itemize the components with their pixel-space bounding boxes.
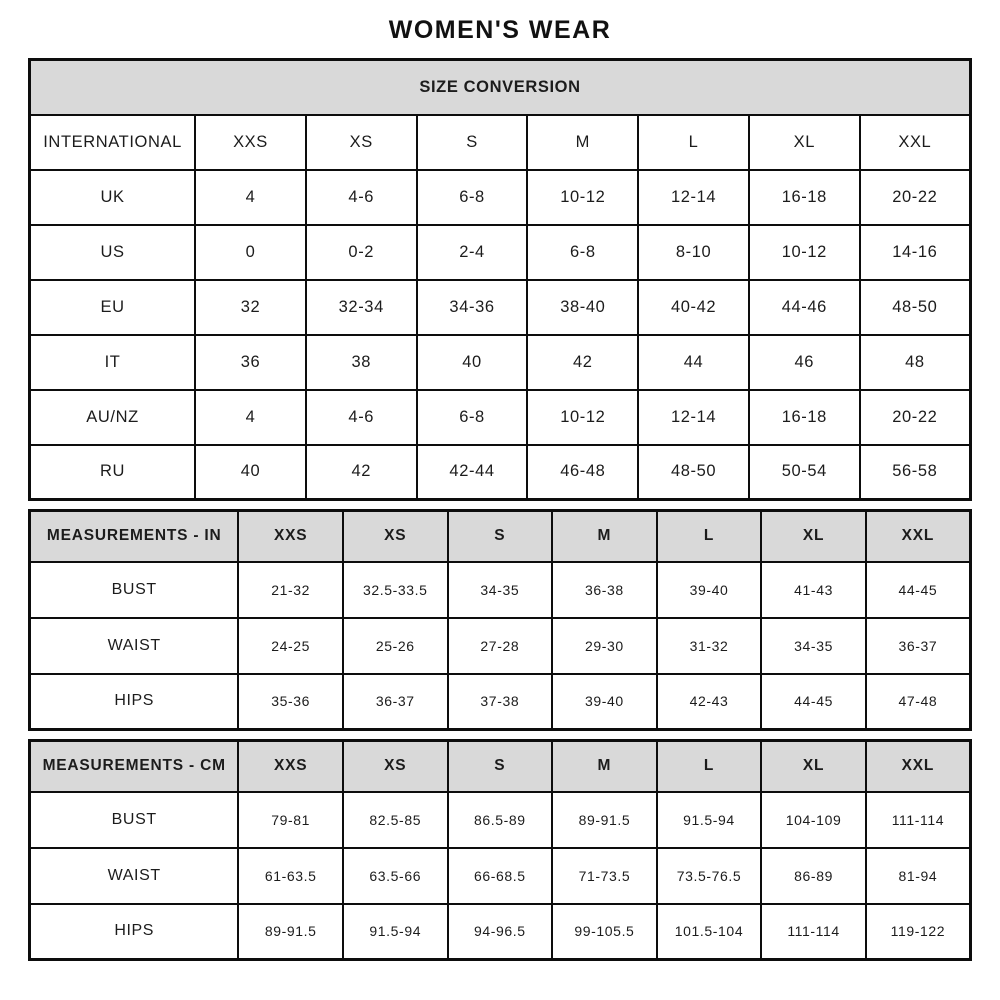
value-cell: 34-35 — [448, 562, 553, 618]
measurements-in-header-label: MEASUREMENTS - IN — [30, 511, 239, 562]
row-label-cell: HIPS — [30, 674, 239, 730]
measurements-in-table — [28, 509, 972, 731]
value-cell: 16-18 — [749, 390, 860, 445]
value-cell: 42-43 — [657, 674, 762, 730]
table-row — [30, 848, 971, 904]
measurements-cm-header-row — [30, 741, 971, 792]
value-cell: 14-16 — [860, 225, 971, 280]
value-cell: 39-40 — [552, 674, 657, 730]
value-cell: 66-68.5 — [448, 848, 553, 904]
measurements-cm-table — [28, 739, 972, 961]
table-row — [30, 904, 971, 960]
row-label-cell: RU — [30, 445, 196, 500]
row-label-cell: BUST — [30, 562, 239, 618]
value-cell: 63.5-66 — [343, 848, 448, 904]
value-cell: 89-91.5 — [238, 904, 343, 960]
value-cell: 10-12 — [527, 170, 638, 225]
value-cell: 0 — [195, 225, 306, 280]
value-cell: 81-94 — [866, 848, 971, 904]
value-cell: 10-12 — [527, 390, 638, 445]
value-cell: 4 — [195, 170, 306, 225]
measurements-in-header-row — [30, 511, 971, 562]
row-label-cell: WAIST — [30, 848, 239, 904]
value-cell: S — [417, 115, 528, 170]
value-cell: 34-36 — [417, 280, 528, 335]
value-cell: 24-25 — [238, 618, 343, 674]
value-cell: 91.5-94 — [343, 904, 448, 960]
value-cell: 6-8 — [417, 390, 528, 445]
row-label-cell: HIPS — [30, 904, 239, 960]
value-cell: 42-44 — [417, 445, 528, 500]
value-cell: 73.5-76.5 — [657, 848, 762, 904]
value-cell: 40-42 — [638, 280, 749, 335]
value-cell: 31-32 — [657, 618, 762, 674]
value-cell: XS — [306, 115, 417, 170]
value-cell: 40 — [417, 335, 528, 390]
value-cell: XXS — [195, 115, 306, 170]
size-header-cell: XXS — [238, 741, 343, 792]
value-cell: 47-48 — [866, 674, 971, 730]
value-cell: M — [527, 115, 638, 170]
size-header-cell: XS — [343, 741, 448, 792]
value-cell: 86.5-89 — [448, 792, 553, 848]
value-cell: 36-38 — [552, 562, 657, 618]
value-cell: 44-46 — [749, 280, 860, 335]
size-header-cell: M — [552, 741, 657, 792]
table-row — [30, 562, 971, 618]
value-cell: 44-45 — [866, 562, 971, 618]
table-row — [30, 792, 971, 848]
value-cell: 119-122 — [866, 904, 971, 960]
value-cell: 29-30 — [552, 618, 657, 674]
value-cell: 36-37 — [866, 618, 971, 674]
row-label-cell: EU — [30, 280, 196, 335]
value-cell: 101.5-104 — [657, 904, 762, 960]
size-header-cell: S — [448, 511, 553, 562]
value-cell: 4-6 — [306, 170, 417, 225]
value-cell: 27-28 — [448, 618, 553, 674]
value-cell: 20-22 — [860, 170, 971, 225]
size-header-cell: L — [657, 741, 762, 792]
value-cell: 41-43 — [761, 562, 866, 618]
value-cell: 32.5-33.5 — [343, 562, 448, 618]
value-cell: 50-54 — [749, 445, 860, 500]
value-cell: 4 — [195, 390, 306, 445]
size-header-cell: XS — [343, 511, 448, 562]
value-cell: 44-45 — [761, 674, 866, 730]
value-cell: 89-91.5 — [552, 792, 657, 848]
size-header-cell: L — [657, 511, 762, 562]
value-cell: 46 — [749, 335, 860, 390]
value-cell: 40 — [195, 445, 306, 500]
value-cell: 36 — [195, 335, 306, 390]
row-label-cell: INTERNATIONAL — [30, 115, 196, 170]
table-row — [30, 335, 971, 390]
size-header-cell: XL — [761, 511, 866, 562]
value-cell: 99-105.5 — [552, 904, 657, 960]
value-cell: 71-73.5 — [552, 848, 657, 904]
value-cell: 25-26 — [343, 618, 448, 674]
value-cell: 91.5-94 — [657, 792, 762, 848]
value-cell: 34-35 — [761, 618, 866, 674]
measurements-cm-header-label: MEASUREMENTS - CM — [30, 741, 239, 792]
value-cell: XL — [749, 115, 860, 170]
value-cell: 48-50 — [860, 280, 971, 335]
value-cell: 10-12 — [749, 225, 860, 280]
table-row — [30, 225, 971, 280]
value-cell: 79-81 — [238, 792, 343, 848]
size-conversion-banner: SIZE CONVERSION — [30, 60, 971, 115]
value-cell: 48-50 — [638, 445, 749, 500]
value-cell: 32-34 — [306, 280, 417, 335]
value-cell: 8-10 — [638, 225, 749, 280]
value-cell: 32 — [195, 280, 306, 335]
value-cell: 61-63.5 — [238, 848, 343, 904]
table-row — [30, 115, 971, 170]
value-cell: 44 — [638, 335, 749, 390]
value-cell: 20-22 — [860, 390, 971, 445]
value-cell: 12-14 — [638, 390, 749, 445]
table-row — [30, 618, 971, 674]
table-row — [30, 445, 971, 500]
size-header-cell: XXL — [866, 511, 971, 562]
value-cell: 38-40 — [527, 280, 638, 335]
size-header-cell: M — [552, 511, 657, 562]
row-label-cell: WAIST — [30, 618, 239, 674]
value-cell: 6-8 — [417, 170, 528, 225]
value-cell: 104-109 — [761, 792, 866, 848]
value-cell: 37-38 — [448, 674, 553, 730]
value-cell: XXL — [860, 115, 971, 170]
value-cell: 48 — [860, 335, 971, 390]
value-cell: 82.5-85 — [343, 792, 448, 848]
value-cell: 39-40 — [657, 562, 762, 618]
value-cell: 0-2 — [306, 225, 417, 280]
size-conversion-table — [28, 58, 972, 501]
value-cell: 111-114 — [761, 904, 866, 960]
row-label-cell: AU/NZ — [30, 390, 196, 445]
tables-container — [28, 58, 972, 961]
value-cell: 6-8 — [527, 225, 638, 280]
value-cell: 12-14 — [638, 170, 749, 225]
value-cell: 2-4 — [417, 225, 528, 280]
row-label-cell: IT — [30, 335, 196, 390]
value-cell: 94-96.5 — [448, 904, 553, 960]
size-header-cell: XXL — [866, 741, 971, 792]
table-row — [30, 280, 971, 335]
row-label-cell: BUST — [30, 792, 239, 848]
value-cell: 56-58 — [860, 445, 971, 500]
row-label-cell: US — [30, 225, 196, 280]
row-label-cell: UK — [30, 170, 196, 225]
table-row — [30, 170, 971, 225]
value-cell: 38 — [306, 335, 417, 390]
value-cell: 46-48 — [527, 445, 638, 500]
size-header-cell: XL — [761, 741, 866, 792]
size-header-cell: XXS — [238, 511, 343, 562]
table-row — [30, 390, 971, 445]
value-cell: L — [638, 115, 749, 170]
value-cell: 42 — [527, 335, 638, 390]
value-cell: 111-114 — [866, 792, 971, 848]
value-cell: 86-89 — [761, 848, 866, 904]
page-title: WOMEN'S WEAR — [388, 16, 612, 44]
table-row — [30, 674, 971, 730]
value-cell: 36-37 — [343, 674, 448, 730]
value-cell: 35-36 — [238, 674, 343, 730]
value-cell: 42 — [306, 445, 417, 500]
value-cell: 4-6 — [306, 390, 417, 445]
value-cell: 21-32 — [238, 562, 343, 618]
size-header-cell: S — [448, 741, 553, 792]
value-cell: 16-18 — [749, 170, 860, 225]
